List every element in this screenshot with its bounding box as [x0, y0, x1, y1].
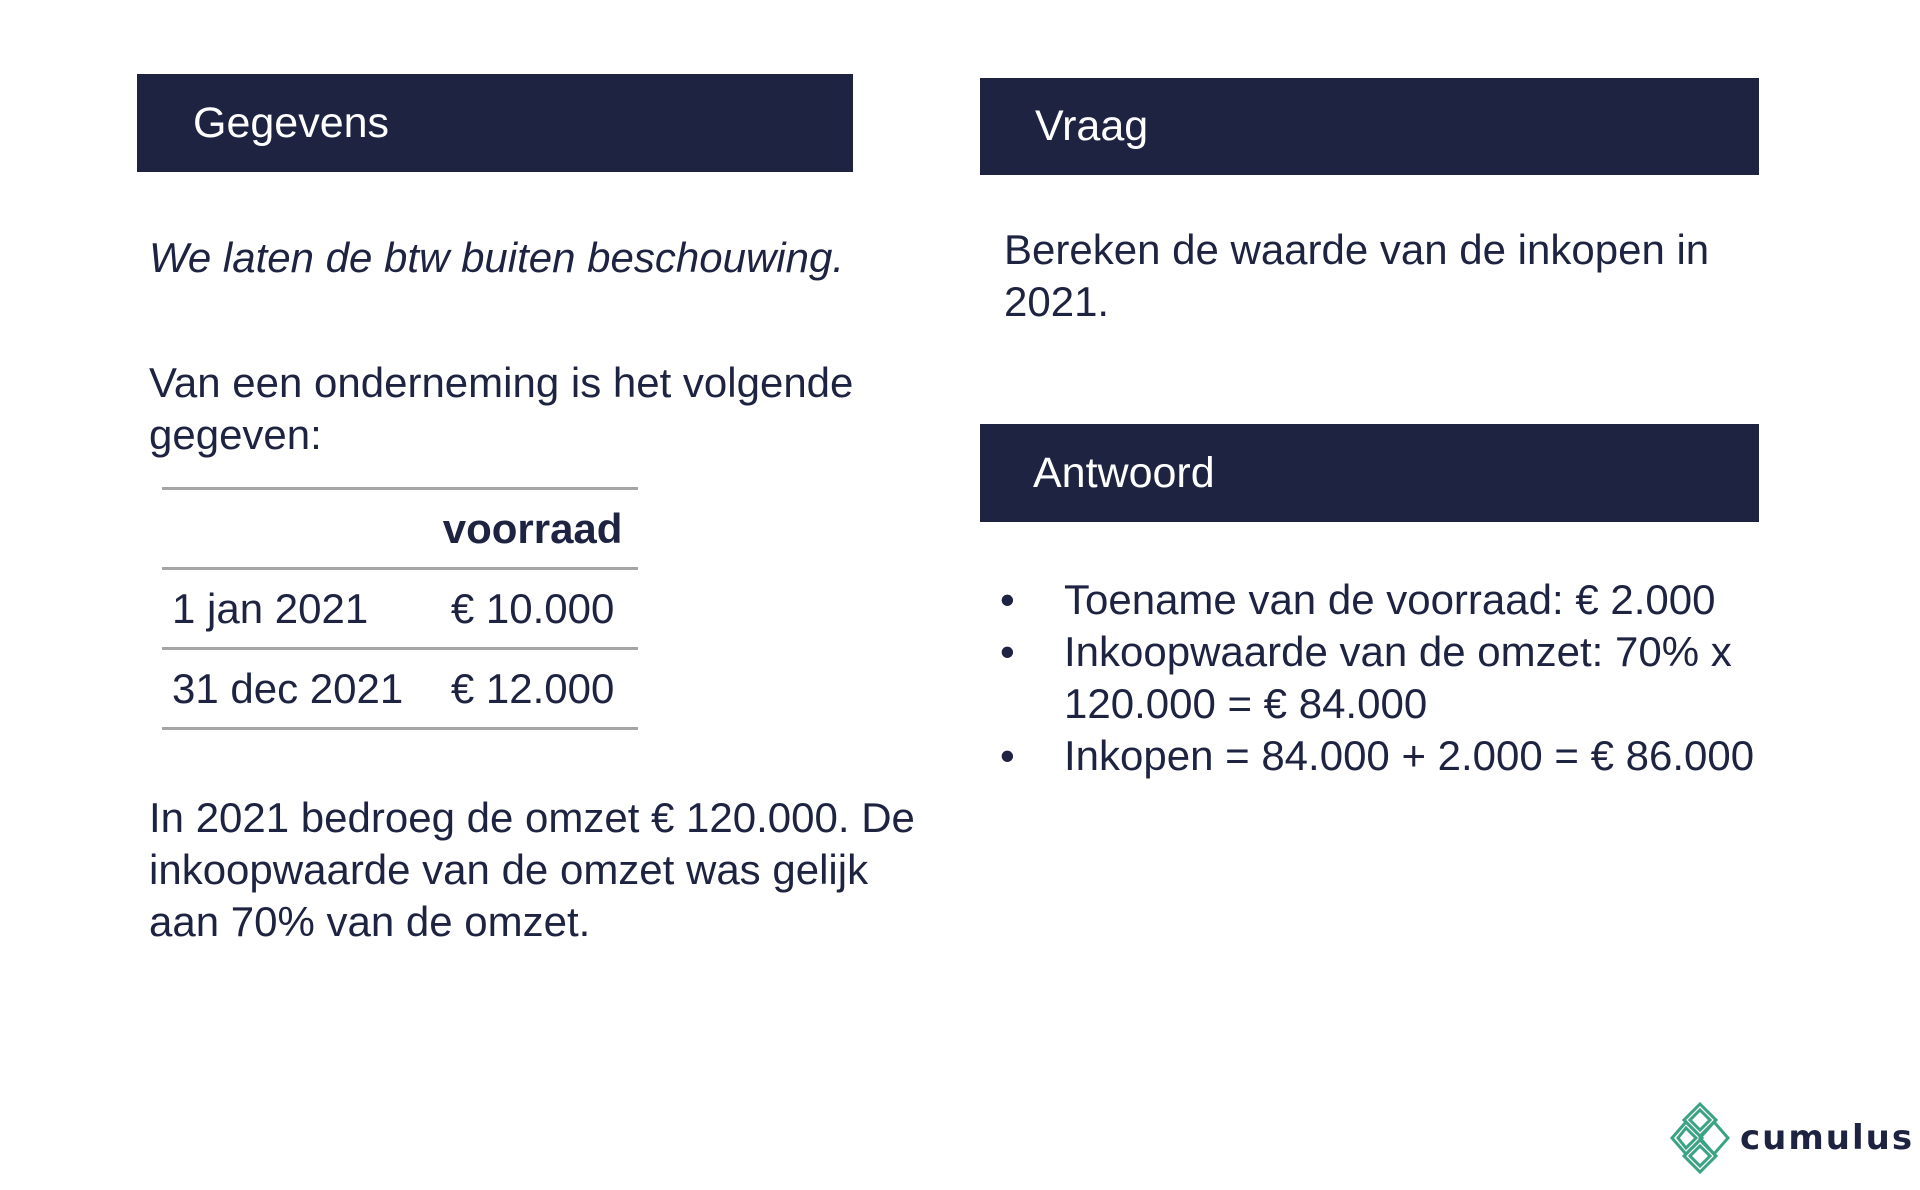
question-text: Bereken de waarde van de inkopen in 2021.: [1004, 226, 1710, 325]
table-cell-value: € 10.000: [427, 569, 638, 649]
closing-text: In 2021 bedroeg de omzet € 120.000. De inkoopwaarde van de omzet was gelijk aan 70% van de omzet.: [149, 794, 915, 945]
table-header-row: [162, 489, 638, 569]
header-gegevens-label: Gegevens: [193, 98, 390, 147]
list-item: [1000, 730, 1764, 782]
bullet: •: [1000, 732, 1015, 779]
bullet: •: [1000, 628, 1015, 675]
header-antwoord-label: Antwoord: [1033, 448, 1215, 497]
inventory-table: [162, 487, 638, 730]
cumulus-logo: [1670, 1100, 1914, 1176]
header-antwoord: [980, 424, 1759, 522]
table-cell-value: € 12.000: [427, 649, 638, 729]
table-cell-date: 1 jan 2021: [162, 569, 427, 649]
header-vraag-label: Vraag: [1035, 102, 1149, 150]
list-item: [1000, 574, 1764, 626]
table-header-voorraad: voorraad: [427, 489, 638, 569]
intro-text: Van een onderneming is het volgende gegeven:: [149, 359, 854, 458]
answer-item-text: Inkoopwaarde van de omzet: 70% x 120.000 = € 84.000: [1064, 628, 1732, 727]
table-row: [162, 569, 638, 649]
table-cell-date: 31 dec 2021: [162, 649, 427, 729]
table-header-empty: [162, 489, 427, 569]
cumulus-logo-icon: [1670, 1100, 1732, 1176]
note-text: We laten de btw buiten beschouwing.: [149, 234, 845, 281]
answer-list: [1000, 574, 1800, 782]
list-item: [1000, 626, 1764, 730]
header-vraag: [980, 78, 1759, 175]
answer-item-text: Inkopen = 84.000 + 2.000 = € 86.000: [1064, 732, 1755, 779]
bullet: •: [1000, 576, 1015, 623]
table-row: [162, 649, 638, 729]
logo-text: cumulus: [1740, 1118, 1915, 1158]
answer-item-text: Toename van de voorraad: € 2.000: [1064, 576, 1716, 623]
header-gegevens: [137, 74, 853, 172]
